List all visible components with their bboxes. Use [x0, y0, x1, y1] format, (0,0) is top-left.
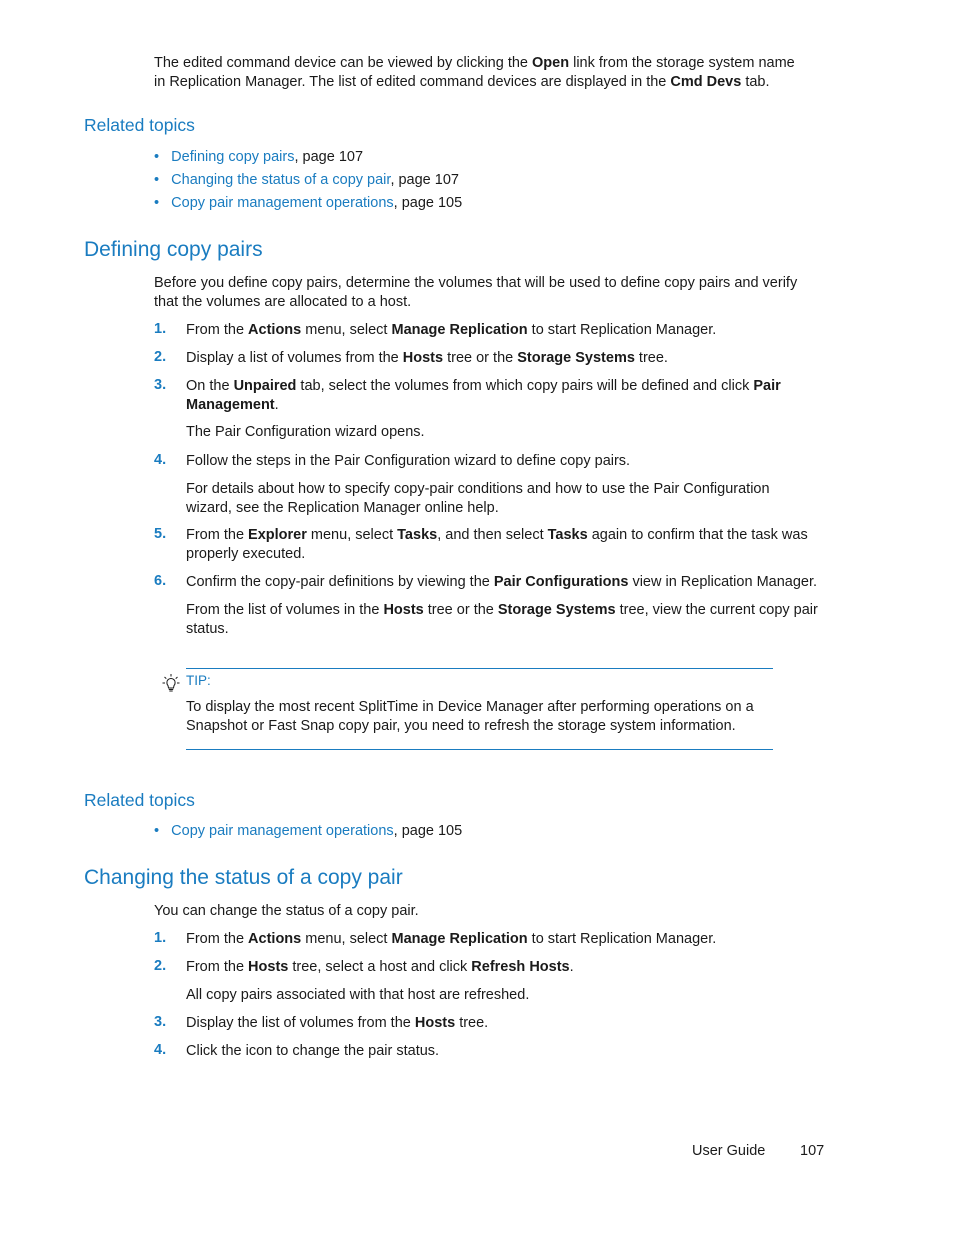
step-number: 4. [154, 452, 167, 468]
step-text: From the Actions menu, select Manage Replication to start Replication Manager. [186, 322, 717, 338]
related-topics-heading: Related topics [84, 115, 195, 135]
link-copy-pair-operations[interactable]: Copy pair management operations [171, 823, 394, 839]
list-item: • Copy pair management operations, page 105 [154, 823, 463, 839]
changing-intro: You can change the status of a copy pair. [154, 903, 419, 919]
section-title-defining: Defining copy pairs [84, 238, 263, 261]
tip-top-rule [186, 668, 773, 669]
link-defining-copy-pairs[interactable]: Defining copy pairs [171, 149, 295, 165]
step-text: Click the icon to change the pair status. [186, 1043, 440, 1059]
list-item: • Changing the status of a copy pair, page 107 [154, 172, 459, 188]
list-item: • Copy pair management operations, page 105 [154, 195, 463, 211]
footer-guide-label: User Guide [692, 1143, 766, 1159]
list-item: • Defining copy pairs, page 107 [154, 149, 364, 165]
link-copy-pair-operations[interactable]: Copy pair management operations [171, 195, 394, 211]
step-number: 5. [154, 526, 167, 542]
step-text: On the Unpaired tab, select the volumes from which copy pairs will be defined and click Pair Management. [186, 378, 781, 413]
bullet-icon: • [154, 195, 160, 211]
step-note: The Pair Configuration wizard opens. [186, 424, 425, 440]
intro-paragraph: The edited command device can be viewed by clicking the Open link from the storage system name in Replication Manager. The list of edited command devices are displayed in the Cmd Devs tab. [154, 55, 795, 90]
step-number: 6. [154, 573, 167, 589]
step-text: Display a list of volumes from the Hosts tree or the Storage Systems tree. [186, 350, 668, 366]
step-number: 2. [154, 349, 167, 365]
step-note: For details about how to specify copy-pair conditions and how to use the Pair Configuration wizard, see the Replication Manager online help. [186, 481, 770, 516]
page-number: 107 [800, 1143, 825, 1159]
step-text: Follow the steps in the Pair Configuration wizard to define copy pairs. [186, 453, 631, 469]
step-number: 1. [154, 321, 167, 337]
defining-intro: Before you define copy pairs, determine the volumes that will be used to define copy pairs and verify that the volumes are allocated to a host. [154, 275, 798, 310]
step-number: 1. [154, 930, 167, 946]
section-title-changing: Changing the status of a copy pair [84, 866, 403, 889]
step-text: From the Hosts tree, select a host and click Refresh Hosts. [186, 959, 574, 975]
step-number: 3. [154, 1014, 167, 1030]
step-number: 2. [154, 958, 167, 974]
step-number: 3. [154, 377, 167, 393]
bullet-icon: • [154, 149, 160, 165]
step-text: Display the list of volumes from the Hosts tree. [186, 1015, 489, 1031]
related-topics-heading: Related topics [84, 790, 195, 810]
related-topics-list [154, 820, 462, 843]
tip-label: TIP: [186, 673, 211, 688]
related-topics-list [154, 146, 462, 215]
tip-text: To display the most recent SplitTime in Device Manager after performing operations on a Snapshot or Fast Snap copy pair, you need to refresh the storage system information. [186, 699, 754, 734]
step-text: From the Explorer menu, select Tasks, and then select Tasks again to confirm that the task was properly executed. [186, 527, 808, 562]
step-note: From the list of volumes in the Hosts tree or the Storage Systems tree, view the current copy pair status. [186, 602, 818, 637]
step-text: Confirm the copy-pair definitions by viewing the Pair Configurations view in Replication Manager. [186, 574, 818, 590]
step-number: 4. [154, 1042, 167, 1058]
link-changing-status[interactable]: Changing the status of a copy pair [171, 172, 391, 188]
tip-bottom-rule [186, 749, 773, 750]
lightbulb-icon [162, 673, 180, 693]
step-text: From the Actions menu, select Manage Replication to start Replication Manager. [186, 931, 717, 947]
bullet-icon: • [154, 823, 160, 839]
bullet-icon: • [154, 172, 160, 188]
step-note: All copy pairs associated with that host are refreshed. [186, 987, 530, 1003]
